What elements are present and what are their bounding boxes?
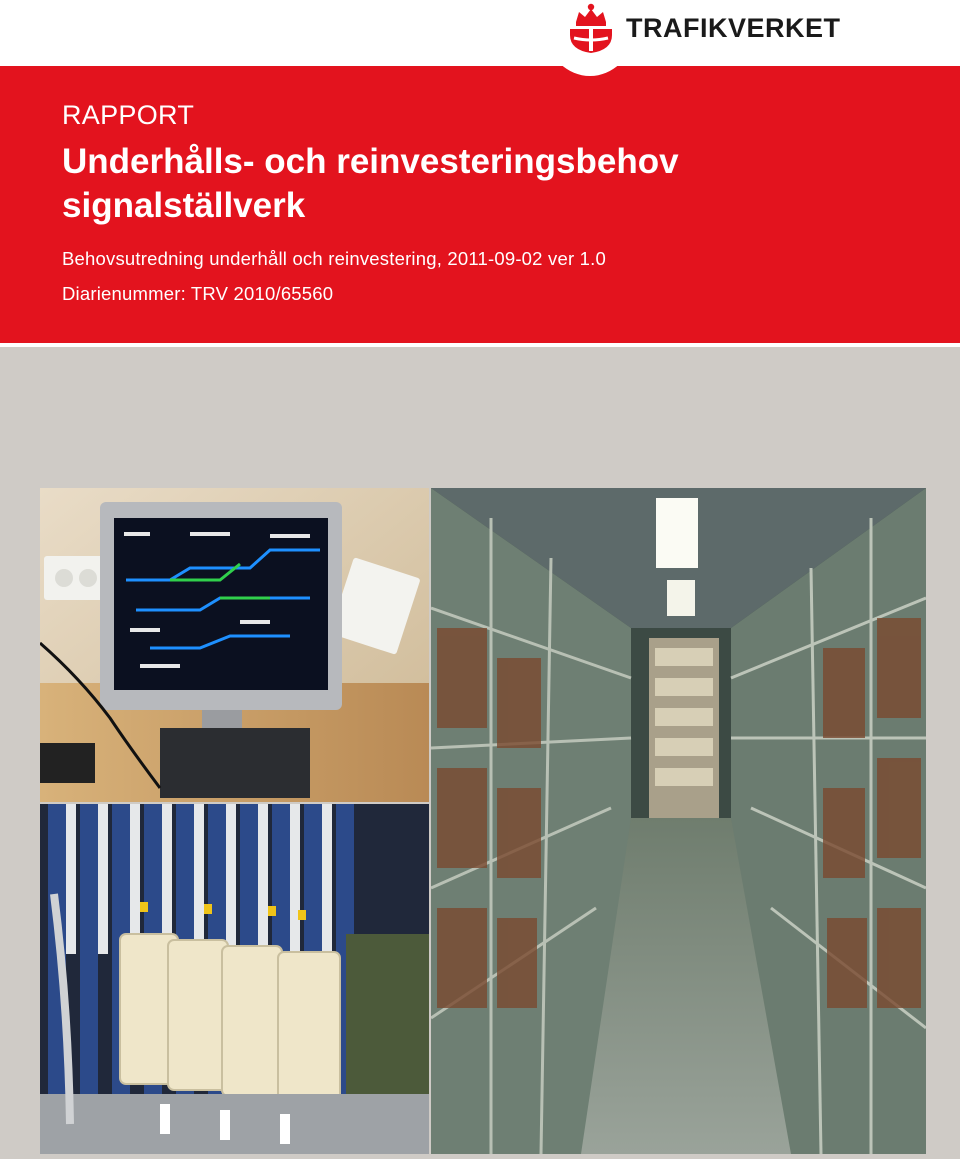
relay-room-photo (431, 488, 926, 1154)
document-title: Underhålls- och reinvesteringsbehov signalställverk (62, 142, 679, 225)
document-reference: Diarienummer: TRV 2010/65560 (62, 283, 334, 304)
monitor-photo (40, 488, 429, 802)
title-band (0, 66, 960, 343)
brand-name: TRAFIKVERKET (626, 12, 841, 43)
brand-logo (566, 2, 876, 54)
circuit-cards-photo (40, 804, 429, 1154)
document-type: RAPPORT (62, 100, 195, 130)
crown-shield-icon (566, 2, 616, 54)
document-subtitle: Behovsutredning underhåll och reinvestering, 2011-09-02 ver 1.0 (62, 248, 606, 269)
